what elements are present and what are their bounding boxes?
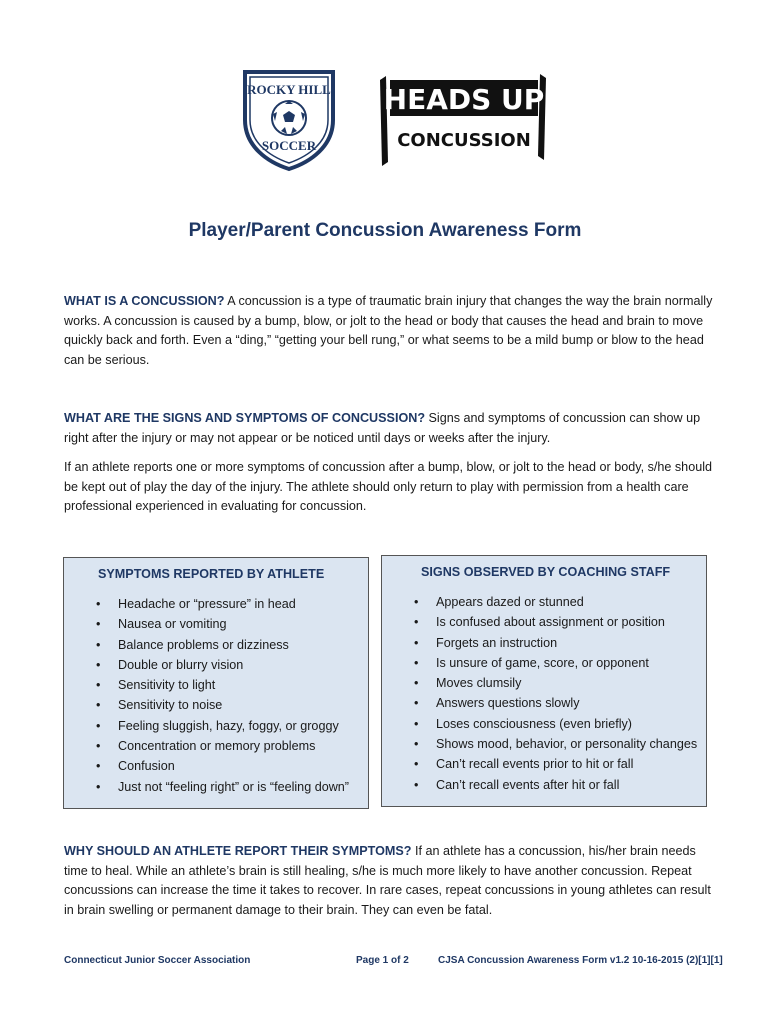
list-item: • Just not “feeling right” or is “feeling down” [94,777,349,797]
logo-concussion-text: CONCUSSION [397,130,531,151]
signs-symptoms-paragraph [64,409,714,448]
list-item: • Concentration or memory problems [94,736,349,756]
list-item: • Can’t recall events prior to hit or fall [412,754,697,774]
footer-document-id: CJSA Concussion Awareness Form v1.2 10-16-2015 (2)[1][1] [438,955,723,966]
list-item: • Confusion [94,756,349,776]
symptoms-reported-box [63,557,369,809]
list-item: • Balance problems or dizziness [94,635,349,655]
signs-box-heading: SIGNS OBSERVED BY COACHING STAFF [421,565,671,579]
list-item: • Nausea or vomiting [94,614,349,634]
signs-symptoms-body: Signs and symptoms of concussion can show up right after the injury or may not appear or be noticed until days or weeks after the injury. [64,411,701,445]
list-item: • Shows mood, behavior, or personality changes [412,734,697,754]
list-item: • Forgets an instruction [412,633,697,653]
return-to-play-paragraph: If an athlete reports one or more symptoms of concussion after a bump, blow, or jolt to the head or body, s/he should be kept out of play the day of the injury. The athlete should only return to play with permission from a health care professional experienced in evaluating for concussion. [64,460,712,513]
list-item: • Answers questions slowly [412,693,697,713]
why-report-body: If an athlete has a concussion, his/her brain needs time to heal. While an athlete’s brain is still healing, s/he is much more likely to have another concussion. Repeat concussions can increase the time it takes to recover. In rare cases, repeat concussions in young athletes can result in brain swelling or permanent damage to their brain. They can even be fatal. [64,844,711,917]
footer-organization: Connecticut Junior Soccer Association [64,955,251,966]
list-item: • Appears dazed or stunned [412,592,697,612]
logo-soccer-text: SOCCER [261,138,317,153]
what-is-concussion-paragraph [64,292,714,370]
list-item: • Moves clumsily [412,673,697,693]
list-item: • Is confused about assignment or position [412,612,697,632]
heads-up-concussion-logo [372,70,554,168]
why-report-heading: WHY SHOULD AN ATHLETE REPORT THEIR SYMPTOMS? [64,844,412,858]
symptoms-box-heading: SYMPTOMS REPORTED BY ATHLETE [98,567,325,581]
list-item: • Can’t recall events after hit or fall [412,775,697,795]
list-item: • Is unsure of game, score, or opponent [412,653,697,673]
soccer-ball-icon [272,101,306,135]
list-item: • Sensitivity to light [94,675,349,695]
list-item: • Double or blurry vision [94,655,349,675]
signs-observed-box [381,555,707,807]
signs-symptoms-heading: WHAT ARE THE SIGNS AND SYMPTOMS OF CONCUSSION? [64,411,426,425]
list-item: • Headache or “pressure” in head [94,594,349,614]
page-title: Player/Parent Concussion Awareness Form [188,220,582,241]
why-report-paragraph [64,842,714,920]
list-item: • Sensitivity to noise [94,695,349,715]
symptoms-list [94,594,349,797]
what-is-concussion-heading: WHAT IS A CONCUSSION? [64,294,225,308]
logo-rocky-hill-text: ROCKY HILL [247,82,331,97]
signs-list [412,592,697,795]
list-item: • Feeling sluggish, hazy, foggy, or groggy [94,716,349,736]
footer-page-number: Page 1 of 2 [356,955,409,966]
list-item: • Loses consciousness (even briefly) [412,714,697,734]
logo-heads-up-text: HEADS UP [383,83,545,116]
what-is-concussion-body: A concussion is a type of traumatic brain injury that changes the way the brain normally works. A concussion is caused by a bump, blow, or jolt to the head or body that causes the head and brain to move quickly back and forth. Even a “ding,” “getting your bell rung,” or what seems to be a mild bump or blow to the head can be serious. [64,294,713,367]
rocky-hill-soccer-logo [241,68,337,172]
